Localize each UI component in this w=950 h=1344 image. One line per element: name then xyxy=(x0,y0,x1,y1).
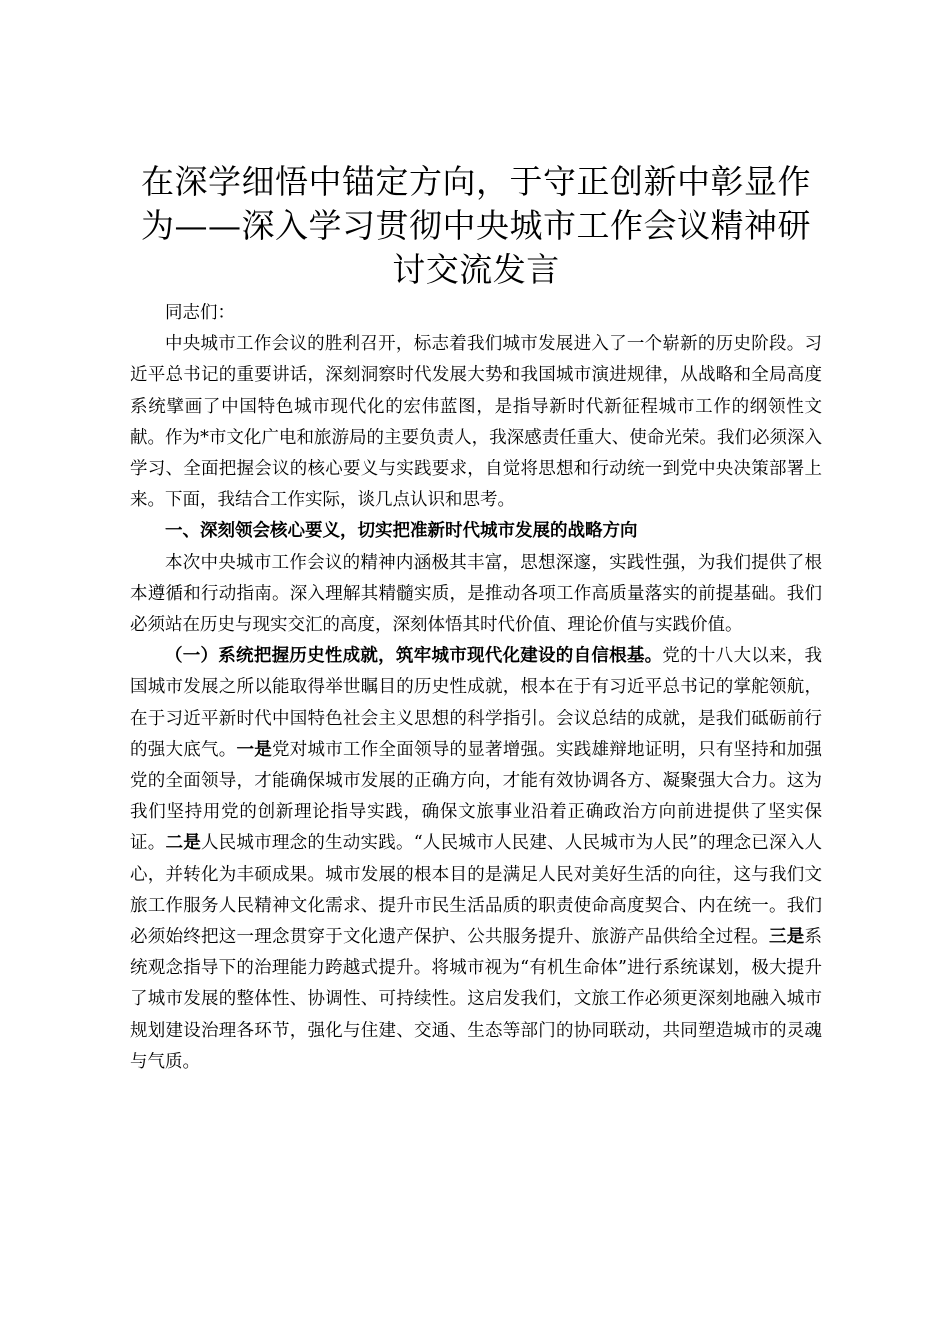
point-marker-1: 一是 xyxy=(236,739,272,760)
salutation: 同志们： xyxy=(165,303,235,323)
subsection-1-paragraph xyxy=(130,641,822,1078)
subsection-1-text-4: 系统观念指导下的治理能力跨越式提升。将城市视为“有机生命体”进行系统谋划，极大提升了城市发展的整体性、协调性、可持续性。这启发我们，文旅工作必须更深刻地融入城市规划建设治理各环节，强化与住建、交通、生态等部门的协同联动，共同塑造城市的灵魂与气质。 xyxy=(130,927,822,1072)
subsection-1-lead: （一）系统把握历史性成就，筑牢城市现代化建设的自信根基。 xyxy=(165,646,663,667)
section-1-paragraph: 本次中央城市工作会议的精神内涵极其丰富，思想深邃，实践性强，为我们提供了根本遵循和行动指南。深入理解其精髓实质，是推动各项工作高质量落实的前提基础。我们必须站在历史与现实交汇的高度，深刻体悟其时代价值、理论价值与实践价值。 xyxy=(130,552,822,636)
point-marker-2: 二是 xyxy=(165,833,201,854)
subsection-1-text-3: 人民城市理念的生动实践。“人民城市人民建、人民城市为人民”的理念已深入人心，并转化为丰硕成果。城市发展的根本目的是满足人民对美好生活的向往，这与我们文旅工作服务人民精神文化需求、提升市民生活品质的职责使命高度契合、内在统一。我们必须始终把这一理念贯穿于文化遗产保护、公共服务提升、旅游产品供给全过程。 xyxy=(130,833,823,948)
document-title: 在深学细悟中锚定方向，于守正创新中彰显作为——深入学习贯彻中央城市工作会议精神研讨交流发言 xyxy=(141,162,811,289)
intro-paragraph: 中央城市工作会议的胜利召开，标志着我们城市发展进入了一个崭新的历史阶段。习近平总书记的重要讲话，深刻洞察时代发展大势和我国城市演进规律，从战略和全局高度系统擘画了中国特色城市现代化的宏伟蓝图，是指导新时代新征程城市工作的纲领性文献。作为*市文化广电和旅游局的主要负责人，我深感责任重大、使命光荣。我们必须深入学习、全面把握会议的核心要义与实践要求，自觉将思想和行动统一到党中央决策部署上来。下面，我结合工作实际，谈几点认识和思考。 xyxy=(130,334,822,511)
point-marker-3: 三是 xyxy=(769,927,805,948)
subsection-1-text-1: 党的十八大以来，我国城市发展之所以能取得举世瞩目的历史性成就，根本在于有习近平总书记的掌舵领航，在于习近平新时代中国特色社会主义思想的科学指引。会议总结的成就，是我们砥砺前行的强大底气。 xyxy=(130,646,823,760)
section-heading-1: 一、深刻领会核心要义，切实把准新时代城市发展的战略方向 xyxy=(165,521,638,542)
subsection-1-text-2: 党对城市工作全面领导的显著增强。实践雄辩地证明，只有坚持和加强党的全面领导，才能确保城市发展的正确方向，才能有效协调各方、凝聚强大合力。这为我们坚持用党的创新理论指导实践，确保文旅事业沿着正确政治方向前进提供了坚实保证。 xyxy=(130,739,822,854)
document-page xyxy=(130,160,822,1078)
